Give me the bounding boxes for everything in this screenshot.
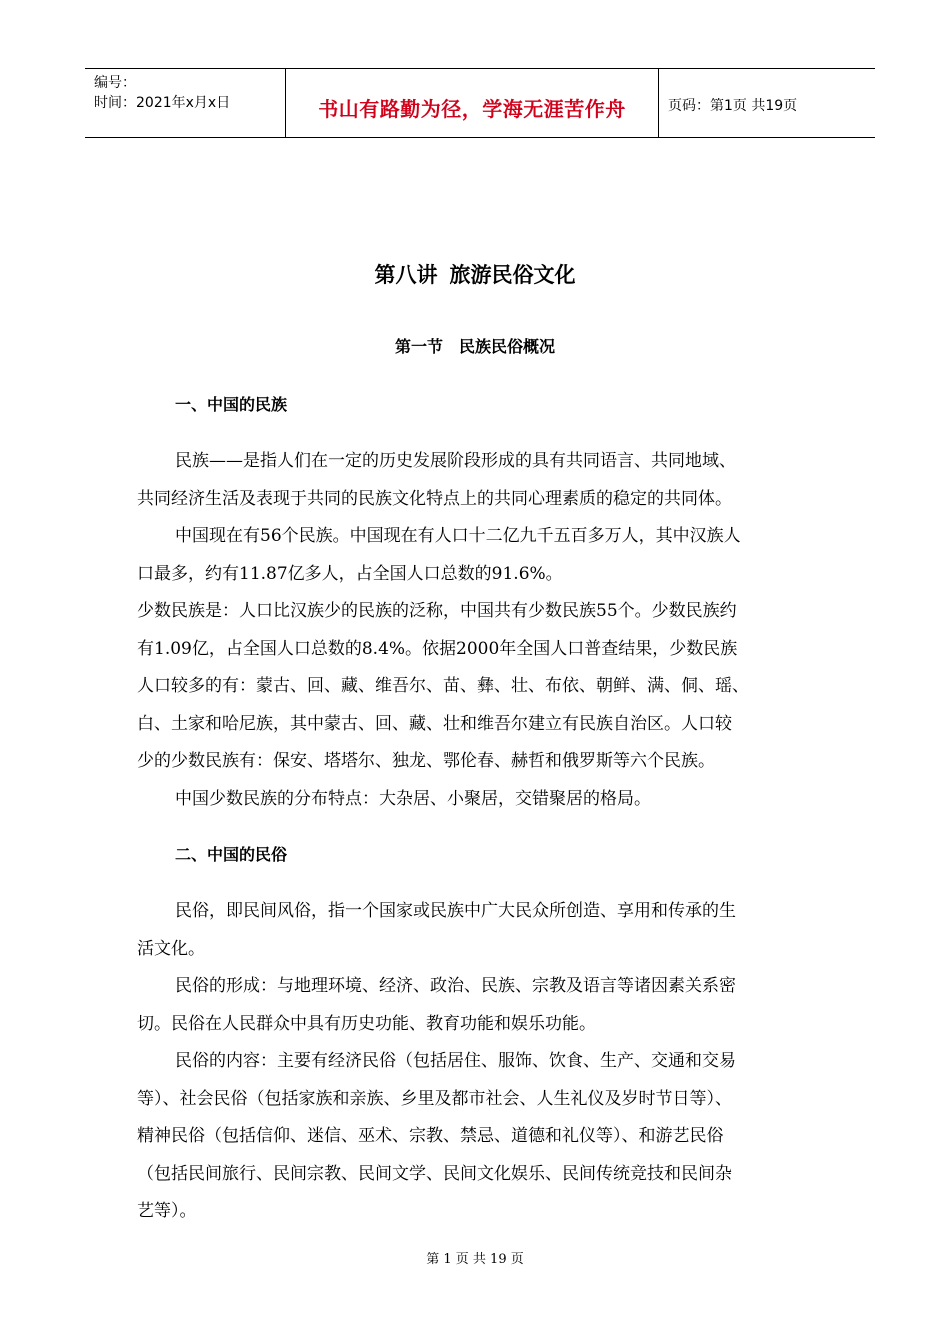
paragraph-line: 切。民俗在人民群众中具有历史功能、教育功能和娱乐功能。	[137, 1014, 596, 1034]
paragraph-line: 少数民族是：人口比汉族少的民族的泛称，中国共有少数民族55个。少数民族约	[137, 601, 737, 621]
header-meta	[85, 69, 285, 137]
paragraph-line: 共同经济生活及表现于共同的民族文化特点上的共同心理素质的稳定的共同体。	[137, 489, 732, 509]
paragraph-line: 少的少数民族有：保安、塔塔尔、独龙、鄂伦春、赫哲和俄罗斯等六个民族。	[137, 751, 715, 771]
paragraph-line: 民俗，即民间风俗，指一个国家或民族中广大民众所创造、享用和传承的生	[175, 901, 736, 921]
paragraph-line: 中国少数民族的分布特点：大杂居、小聚居，交错聚居的格局。	[175, 789, 651, 809]
title-part2: 旅游民俗文化	[449, 263, 576, 287]
paragraph-line: 精神民俗（包括信仰、迷信、巫术、宗教、禁忌、道德和礼仪等）、和游艺民俗	[137, 1126, 724, 1146]
page-footer: 第 1 页 共 19 页	[426, 1252, 524, 1267]
subtitle-part2: 民族民俗概况	[459, 337, 556, 356]
time-label: 时间：2021年x月x日	[94, 95, 231, 111]
paragraph-line: （包括民间旅行、民间宗教、民间文学、民间文化娱乐、民间传统竞技和民间杂	[137, 1164, 732, 1184]
page-header	[85, 68, 875, 138]
paragraph-line: 口最多，约有11.87亿多人，占全国人口总数的91.6%。	[137, 564, 563, 584]
paragraph-line: 艺等）。	[137, 1201, 197, 1221]
page-title	[0, 259, 950, 289]
page-label: 页码：第1页 共19页	[668, 98, 798, 114]
paragraph-line: 民俗的形成：与地理环境、经济、政治、民族、宗教及语言等诸因素关系密	[175, 976, 736, 996]
paragraph-line: 等）、社会民俗（包括家族和亲族、乡里及都市社会、人生礼仪及岁时节日等）、	[137, 1089, 732, 1109]
paragraph-line: 有1.09亿，占全国人口总数的8.4%。依据2000年全国人口普查结果，少数民族	[137, 639, 738, 659]
section1-heading: 一、中国的民族	[175, 395, 288, 414]
paragraph-line: 活文化。	[137, 939, 205, 959]
title-part1: 第八讲	[374, 263, 438, 287]
paragraph-line: 民俗的内容：主要有经济民俗（包括居住、服饰、饮食、生产、交通和交易	[175, 1051, 736, 1071]
motto: 书山有路勤为径，学海无涯苦作舟	[318, 97, 626, 121]
code-label: 编号：	[94, 75, 136, 91]
header-motto-cell	[285, 69, 659, 137]
section-title	[0, 334, 950, 357]
subtitle-part1: 第一节	[394, 337, 443, 356]
paragraph-line: 民族——是指人们在一定的历史发展阶段形成的具有共同语言、共同地域、	[175, 451, 736, 471]
header-page-cell	[658, 69, 875, 137]
paragraph-line: 白、土家和哈尼族，其中蒙古、回、藏、壮和维吾尔建立有民族自治区。人口较	[137, 714, 732, 734]
paragraph-line: 中国现在有56个民族。中国现在有人口十二亿九千五百多万人，其中汉族人	[175, 526, 741, 546]
paragraph-line: 人口较多的有：蒙古、回、藏、维吾尔、苗、彝、壮、布依、朝鲜、满、侗、瑶、	[137, 676, 749, 696]
section2-heading: 二、中国的民俗	[175, 845, 288, 864]
